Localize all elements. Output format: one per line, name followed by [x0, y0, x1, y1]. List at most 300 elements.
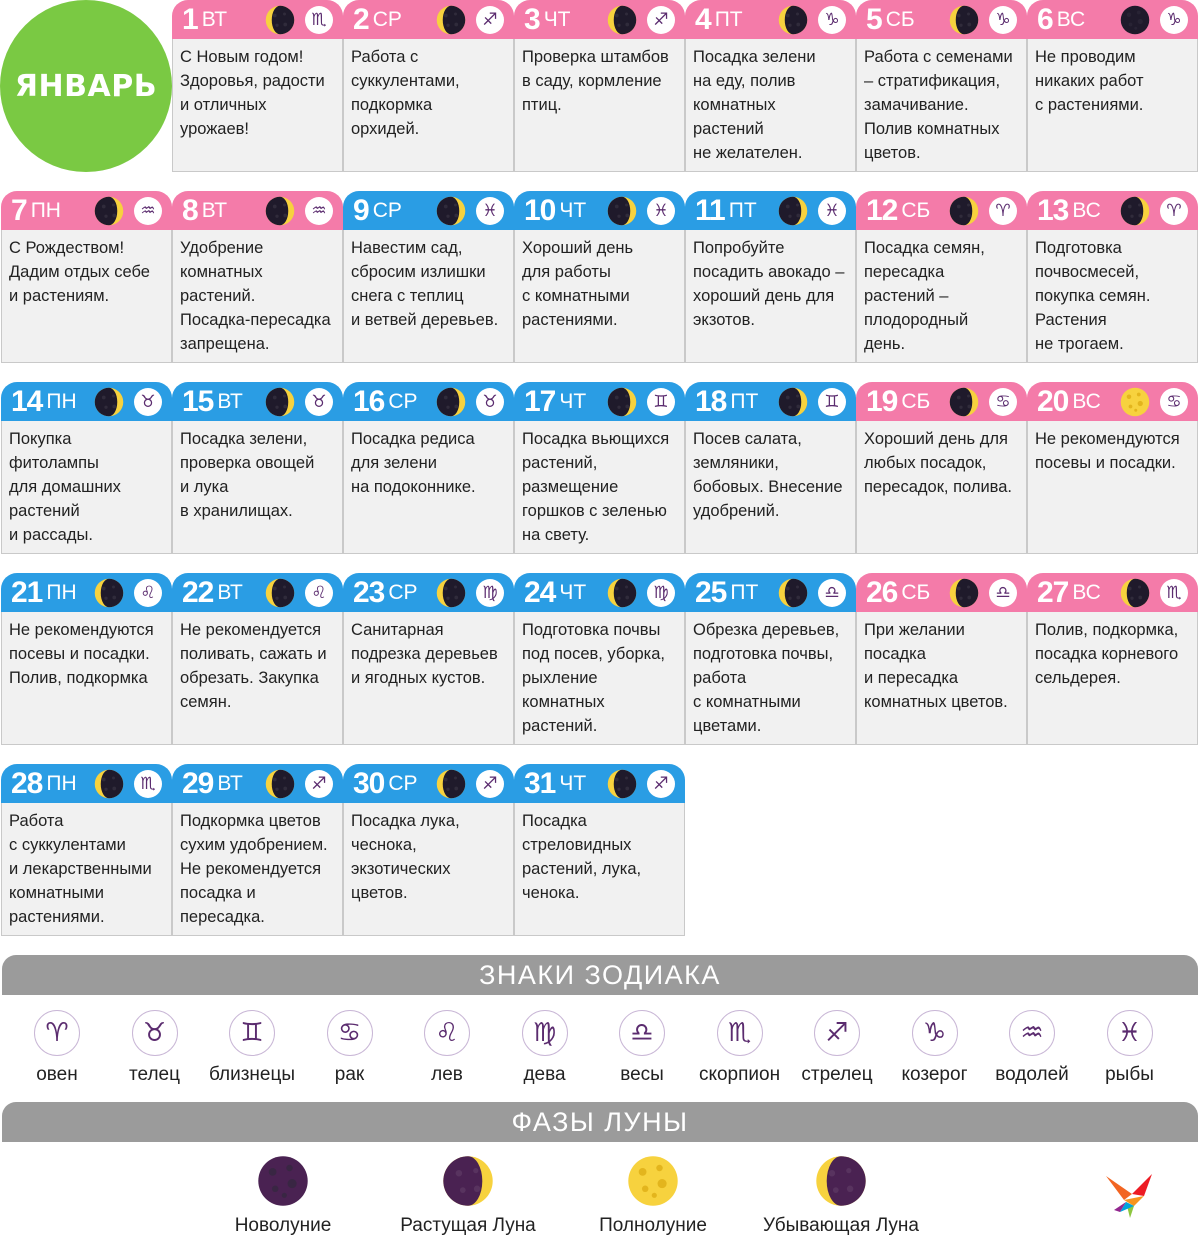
- moon-waning-icon: [778, 5, 808, 35]
- cancer-zodiac-icon: ♋︎: [1166, 391, 1182, 412]
- day-card-body: [172, 230, 343, 363]
- day-card-body: [1, 803, 172, 936]
- day-number: 21: [11, 575, 43, 609]
- day-advice-text: Обрезка деревьев, подготовка почвы, работа с комнатными цветами.: [693, 621, 840, 735]
- cancer-zodiac-icon: ♋︎: [337, 1018, 362, 1048]
- moon-legend-item: [368, 1155, 568, 1237]
- weekday-label: СР: [388, 390, 418, 413]
- day-card-header: [514, 382, 685, 421]
- day-card-header: [685, 382, 856, 421]
- day-card-body: [856, 39, 1027, 172]
- moon-waxing-icon: [436, 387, 466, 417]
- day-card: [514, 0, 685, 172]
- moon-waxing-icon: [778, 196, 808, 226]
- day-card-header: [172, 764, 343, 803]
- day-card: [343, 191, 514, 363]
- moon-new-icon: [1120, 5, 1150, 35]
- moon-legend-label: Растущая Луна: [400, 1215, 536, 1236]
- day-card: [685, 573, 856, 745]
- day-card-header: [172, 0, 343, 39]
- weekday-label: ПН: [46, 390, 77, 413]
- day-card-header: [1027, 382, 1198, 421]
- gemini-zodiac-icon: ♊︎: [824, 391, 840, 412]
- zodiac-legend-item: [7, 1010, 107, 1086]
- day-advice-text: Не проводим никаких работ с растениями.: [1035, 48, 1144, 114]
- zodiac-chip: [818, 388, 846, 416]
- day-card-body: [1027, 421, 1198, 554]
- day-number: 27: [1037, 575, 1069, 609]
- moon-waning-icon: [265, 5, 295, 35]
- day-card: [856, 191, 1027, 363]
- day-number: 18: [695, 384, 727, 418]
- day-card-header: [514, 764, 685, 803]
- day-card-body: [172, 421, 343, 554]
- zodiac-legend-label: весы: [620, 1064, 664, 1085]
- day-advice-text: Хороший день для любых посадок, пересадок, полива.: [864, 430, 1013, 496]
- day-card: [1, 191, 172, 363]
- taurus-zodiac-icon: ♉︎: [311, 391, 327, 412]
- zodiac-chip: [134, 579, 162, 607]
- pisces-zodiac-icon: ♓︎: [824, 200, 840, 221]
- weekday-label: ВТ: [217, 390, 243, 413]
- day-number: 30: [353, 766, 385, 800]
- zodiac-legend-label: скорпион: [698, 1064, 781, 1085]
- day-number: 8: [182, 193, 198, 227]
- day-card-body: [514, 421, 685, 554]
- day-card-header: [1027, 191, 1198, 230]
- day-number: 15: [182, 384, 214, 418]
- weekday-label: ВС: [1072, 581, 1101, 604]
- day-card-header: [1, 191, 172, 230]
- day-card: [1, 764, 172, 936]
- moon-waning-icon: [778, 578, 808, 608]
- aries-zodiac-icon: ♈︎: [995, 200, 1011, 221]
- sagittarius-zodiac-icon: ♐︎: [482, 9, 498, 30]
- weekday-label: ПТ: [728, 199, 757, 222]
- day-card: [1027, 573, 1198, 745]
- moon-waxing-icon: [1120, 196, 1150, 226]
- day-card: [343, 382, 514, 554]
- day-card-header: [685, 0, 856, 39]
- leo-zodiac-icon: ♌︎: [435, 1018, 459, 1048]
- pisces-zodiac-icon: ♓︎: [1117, 1018, 1142, 1048]
- bird-logo-icon: [1104, 1172, 1154, 1220]
- day-card-body: [343, 803, 514, 936]
- day-advice-text: Покупка фитолампы для домашних растений и рассады.: [9, 430, 121, 544]
- day-advice-text: Не рекомендуется поливать, сажать и обрезать. Закупка семян.: [180, 621, 327, 711]
- taurus-zodiac-icon: ♉︎: [142, 1018, 167, 1048]
- day-card-header: [1027, 573, 1198, 612]
- day-card-header: [856, 382, 1027, 421]
- day-number: 3: [524, 2, 540, 36]
- day-card: [856, 573, 1027, 745]
- zodiac-chip: [305, 197, 333, 225]
- moon-legend-label: Полнолуние: [599, 1215, 707, 1236]
- day-card: [514, 382, 685, 554]
- day-advice-text: Посадка зелени на еду, полив комнатных растений не желателен.: [693, 48, 816, 162]
- day-card-header: [856, 0, 1027, 39]
- moon-waning-icon: [436, 769, 466, 799]
- zodiac-chip: [818, 6, 846, 34]
- day-card-body: [343, 612, 514, 745]
- weekday-label: ПН: [46, 772, 77, 795]
- day-number: 26: [866, 575, 898, 609]
- moon-legend-label: Убывающая Луна: [763, 1215, 919, 1236]
- day-advice-text: Подготовка почвы под посев, уборка, рыхление комнатных растений.: [522, 621, 666, 735]
- zodiac-chip: [1160, 579, 1188, 607]
- zodiac-chip: [989, 388, 1017, 416]
- day-advice-text: Удобрение комнатных растений. Посадка-пересадка запрещена.: [180, 239, 331, 353]
- weekday-label: ВТ: [201, 199, 228, 222]
- weekday-label: СР: [388, 581, 418, 604]
- day-card-header: [685, 191, 856, 230]
- zodiac-chip: [1160, 197, 1188, 225]
- day-number: 6: [1037, 2, 1053, 36]
- zodiac-chip: [305, 388, 333, 416]
- day-advice-text: Работа с суккулентами, подкормка орхидей.: [351, 48, 460, 138]
- aquarius-zodiac-icon: ♒︎: [311, 200, 327, 221]
- day-number: 9: [353, 193, 369, 227]
- day-card-body: [685, 421, 856, 554]
- weekday-label: СБ: [901, 199, 931, 222]
- zodiac-legend-label: козерог: [901, 1064, 968, 1085]
- gemini-zodiac-icon: ♊︎: [240, 1018, 264, 1048]
- month-badge: ЯНВАРЬ: [0, 0, 172, 172]
- zodiac-chip: [989, 579, 1017, 607]
- moon-waning-icon: [265, 769, 295, 799]
- zodiac-legend-label: рак: [334, 1064, 365, 1085]
- day-card-body: [514, 39, 685, 172]
- zodiac-legend-label: лев: [431, 1064, 463, 1085]
- weekday-label: СБ: [885, 8, 915, 31]
- sagittarius-zodiac-icon: ♐︎: [653, 9, 669, 30]
- day-number: 24: [524, 575, 556, 609]
- zodiac-chip: [647, 6, 675, 34]
- virgo-zodiac-icon: ♍︎: [482, 582, 498, 603]
- sagittarius-zodiac-icon: ♐︎: [653, 773, 669, 794]
- day-number: 16: [353, 384, 385, 418]
- moon-legend-label: Новолуние: [234, 1215, 332, 1236]
- weekday-label: ПТ: [714, 8, 743, 31]
- day-card-header: [172, 573, 343, 612]
- weekday-label: СБ: [901, 581, 931, 604]
- day-card: [172, 191, 343, 363]
- moon-waxing-icon: [436, 196, 466, 226]
- day-advice-text: Посадка зелени, проверка овощей и лука в хранилищах.: [180, 430, 315, 520]
- moon-waning-icon: [949, 5, 979, 35]
- zodiac-legend-label: овен: [36, 1064, 78, 1085]
- day-card: [172, 382, 343, 554]
- day-card: [1027, 382, 1198, 554]
- aries-zodiac-icon: ♈︎: [45, 1018, 69, 1048]
- virgo-zodiac-icon: ♍︎: [653, 582, 669, 603]
- day-card: [343, 764, 514, 936]
- zodiac-chip: [305, 770, 333, 798]
- day-advice-text: Посадка редиса для зелени на подоконнике.: [351, 430, 476, 496]
- moon-waning-icon: [1120, 578, 1150, 608]
- weekday-label: СР: [372, 8, 402, 31]
- day-card-body: [172, 39, 343, 172]
- virgo-zodiac-icon: ♍︎: [532, 1018, 557, 1048]
- day-advice-text: Посадка семян, пересадка растений – плодородный день.: [864, 239, 985, 353]
- day-advice-text: Проверка штамбов в саду, кормление птиц.: [522, 48, 669, 114]
- day-advice-text: Работа с суккулентами и лекарственными комнатными растениями.: [9, 812, 152, 926]
- day-advice-text: Посадка вьющихся растений, размещение горшков с зеленью на свету.: [522, 430, 670, 544]
- zodiac-legend-item: [982, 1010, 1082, 1086]
- day-card-body: [1, 612, 172, 745]
- day-number: 10: [524, 193, 556, 227]
- day-card: [856, 0, 1027, 172]
- zodiac-chip: [134, 197, 162, 225]
- zodiac-chip: [476, 6, 504, 34]
- weekday-label: СБ: [901, 390, 931, 413]
- weekday-label: ЧТ: [559, 390, 587, 413]
- day-card-body: [1027, 230, 1198, 363]
- day-card-body: [685, 612, 856, 745]
- zodiac-chip: [647, 388, 675, 416]
- moon-waning-icon: [436, 5, 466, 35]
- day-card-header: [343, 191, 514, 230]
- day-advice-text: Не рекомендуются посевы и посадки.: [1035, 430, 1180, 472]
- day-card: [685, 191, 856, 363]
- weekday-label: ВС: [1072, 390, 1101, 413]
- aries-zodiac-icon: ♈︎: [1166, 200, 1182, 221]
- zodiac-chip: [989, 6, 1017, 34]
- libra-zodiac-icon: ♎︎: [824, 582, 840, 603]
- day-number: 17: [524, 384, 556, 418]
- day-card-body: [514, 612, 685, 745]
- moon-waxing-icon: [607, 196, 637, 226]
- weekday-label: СР: [372, 199, 402, 222]
- moon-new-icon: [257, 1155, 309, 1207]
- day-card-header: [856, 573, 1027, 612]
- day-card-header: [1027, 0, 1198, 39]
- zodiac-chip: [818, 197, 846, 225]
- sagittarius-zodiac-icon: ♐︎: [482, 773, 498, 794]
- day-card: [685, 0, 856, 172]
- day-number: 31: [524, 766, 556, 800]
- day-card: [1027, 0, 1198, 172]
- pisces-zodiac-icon: ♓︎: [482, 200, 498, 221]
- day-advice-text: Навестим сад, сбросим излишки снега с теплиц и ветвей деревьев.: [351, 239, 499, 329]
- zodiac-chip: [989, 197, 1017, 225]
- day-card-body: [685, 39, 856, 172]
- aquarius-zodiac-icon: ♒︎: [1020, 1018, 1044, 1048]
- taurus-zodiac-icon: ♉︎: [482, 391, 498, 412]
- moon-waning-icon: [265, 578, 295, 608]
- day-number: 1: [182, 2, 198, 36]
- scorpio-zodiac-icon: ♏︎: [311, 9, 327, 30]
- moon-waxing-icon: [949, 196, 979, 226]
- day-card-header: [343, 764, 514, 803]
- day-card-body: [343, 39, 514, 172]
- day-card-body: [343, 421, 514, 554]
- day-number: 23: [353, 575, 385, 609]
- day-advice-text: Посев салата, земляники, бобовых. Внесение удобрений.: [693, 430, 843, 520]
- day-number: 14: [11, 384, 43, 418]
- day-advice-text: Попробуйте посадить авокадо – хороший день для экзотов.: [693, 239, 845, 329]
- day-card: [1, 573, 172, 745]
- moon-full-icon: [1120, 387, 1150, 417]
- zodiac-chip: [818, 579, 846, 607]
- day-advice-text: С Новым годом! Здоровья, радости и отличных урожаев!: [180, 48, 325, 138]
- moon-waxing-icon: [442, 1155, 494, 1207]
- day-number: 28: [11, 766, 43, 800]
- day-advice-text: Подкормка цветов сухим удобрением. Не рекомендуется посадка и пересадка.: [180, 812, 328, 926]
- day-advice-text: Санитарная подрезка деревьев и ягодных кустов.: [351, 621, 498, 687]
- zodiac-legend-label: водолей: [995, 1064, 1069, 1085]
- zodiac-legend-label: телец: [129, 1064, 180, 1085]
- weekday-label: ВТ: [201, 8, 228, 31]
- day-advice-text: При желании посадка и пересадка комнатных цветов.: [864, 621, 1008, 711]
- day-number: 5: [866, 2, 882, 36]
- day-number: 13: [1037, 193, 1069, 227]
- capricorn-zodiac-icon: ♑︎: [995, 9, 1011, 30]
- moon-waning-icon: [607, 5, 637, 35]
- moon-waxing-icon: [949, 387, 979, 417]
- zodiac-legend-label: рыбы: [1105, 1064, 1154, 1085]
- weekday-label: ВТ: [217, 772, 243, 795]
- day-card: [685, 382, 856, 554]
- day-number: 29: [182, 766, 214, 800]
- zodiac-chip: [1160, 6, 1188, 34]
- scorpio-zodiac-icon: ♏︎: [140, 773, 156, 794]
- day-number: 20: [1037, 384, 1069, 418]
- zodiac-chip: [1160, 388, 1188, 416]
- day-number: 12: [866, 193, 898, 227]
- zodiac-legend-title: ЗНАКИ ЗОДИАКА: [2, 955, 1198, 995]
- libra-zodiac-icon: ♎︎: [995, 582, 1011, 603]
- day-number: 11: [695, 193, 725, 227]
- day-card-body: [343, 230, 514, 363]
- zodiac-chip: [305, 579, 333, 607]
- day-advice-text: Работа с семенами – стратификация, замачивание. Полив комнатных цветов.: [864, 48, 1013, 162]
- aquarius-zodiac-icon: ♒︎: [140, 200, 156, 221]
- zodiac-legend-item: [787, 1010, 887, 1086]
- zodiac-legend-item: [300, 1010, 400, 1086]
- moon-waxing-icon: [778, 387, 808, 417]
- libra-zodiac-icon: ♎︎: [630, 1018, 654, 1048]
- day-card-body: [685, 230, 856, 363]
- day-number: 22: [182, 575, 214, 609]
- moon-waxing-icon: [265, 387, 295, 417]
- day-card-body: [856, 421, 1027, 554]
- day-number: 19: [866, 384, 898, 418]
- zodiac-legend-item: [592, 1010, 692, 1086]
- day-advice-text: С Рождеством! Дадим отдых себе и растениям.: [9, 239, 150, 305]
- scorpio-zodiac-icon: ♏︎: [1166, 582, 1182, 603]
- zodiac-legend-item: [397, 1010, 497, 1086]
- day-card: [856, 382, 1027, 554]
- day-card-header: [685, 573, 856, 612]
- sagittarius-zodiac-icon: ♐︎: [311, 773, 327, 794]
- day-card-header: [172, 191, 343, 230]
- day-card-header: [1, 382, 172, 421]
- leo-zodiac-icon: ♌︎: [311, 582, 327, 603]
- moon-waxing-icon: [94, 196, 124, 226]
- day-card: [172, 573, 343, 745]
- day-card: [514, 573, 685, 745]
- leo-zodiac-icon: ♌︎: [140, 582, 156, 603]
- moon-legend-title: ФАЗЫ ЛУНЫ: [2, 1102, 1198, 1142]
- zodiac-chip: [476, 388, 504, 416]
- moon-waning-icon: [436, 578, 466, 608]
- zodiac-legend-item: [105, 1010, 205, 1086]
- zodiac-chip: [476, 770, 504, 798]
- day-card-body: [172, 612, 343, 745]
- day-card-header: [514, 191, 685, 230]
- zodiac-legend-item: [885, 1010, 985, 1086]
- scorpio-zodiac-icon: ♏︎: [727, 1018, 752, 1048]
- day-number: 25: [695, 575, 727, 609]
- moon-waning-icon: [94, 769, 124, 799]
- day-card-header: [343, 382, 514, 421]
- moon-waxing-icon: [94, 387, 124, 417]
- moon-legend-item: [183, 1155, 383, 1237]
- moon-waning-icon: [607, 769, 637, 799]
- day-card-header: [514, 0, 685, 39]
- zodiac-legend-item: [202, 1010, 302, 1086]
- moon-waning-icon: [949, 578, 979, 608]
- day-advice-text: Подготовка почвосмесей, покупка семян. Растения не трогаем.: [1035, 239, 1151, 353]
- moon-waxing-icon: [265, 196, 295, 226]
- weekday-label: ЧТ: [559, 199, 587, 222]
- day-number: 2: [353, 2, 369, 36]
- day-card-body: [1, 230, 172, 363]
- day-card-header: [343, 0, 514, 39]
- day-card-header: [172, 382, 343, 421]
- day-advice-text: Посадка стреловидных растений, лука, ченока.: [522, 812, 642, 902]
- day-card: [343, 0, 514, 172]
- cancer-zodiac-icon: ♋︎: [995, 391, 1011, 412]
- zodiac-legend-label: дева: [523, 1064, 566, 1085]
- taurus-zodiac-icon: ♉︎: [140, 391, 156, 412]
- day-card: [1027, 191, 1198, 363]
- zodiac-chip: [647, 770, 675, 798]
- day-card-body: [1, 421, 172, 554]
- zodiac-chip: [134, 388, 162, 416]
- zodiac-chip: [476, 197, 504, 225]
- weekday-label: ПН: [46, 581, 77, 604]
- weekday-label: ЧТ: [559, 581, 587, 604]
- zodiac-legend-item: [1080, 1010, 1180, 1086]
- day-number: 4: [695, 2, 711, 36]
- sagittarius-zodiac-icon: ♐︎: [825, 1018, 849, 1048]
- moon-legend-item: [741, 1155, 941, 1237]
- weekday-label: ВС: [1056, 8, 1086, 31]
- weekday-label: ЧТ: [559, 772, 587, 795]
- zodiac-legend-label: стрелец: [801, 1064, 873, 1085]
- day-card: [1, 382, 172, 554]
- moon-full-icon: [627, 1155, 679, 1207]
- zodiac-legend-item: [495, 1010, 595, 1086]
- zodiac-legend-label: близнецы: [208, 1064, 296, 1085]
- day-advice-text: Полив, подкормка, посадка корневого сельдерея.: [1035, 621, 1179, 687]
- day-advice-text: Посадка лука, чеснока, экзотических цветов.: [351, 812, 460, 902]
- day-advice-text: Не рекомендуются посевы и посадки. Полив, подкормка: [9, 621, 154, 687]
- pisces-zodiac-icon: ♓︎: [653, 200, 669, 221]
- weekday-label: ВС: [1072, 199, 1101, 222]
- day-card: [514, 191, 685, 363]
- day-card: [172, 0, 343, 172]
- moon-waning-icon: [815, 1155, 867, 1207]
- weekday-label: ПТ: [730, 581, 759, 604]
- zodiac-chip: [305, 6, 333, 34]
- moon-waning-icon: [94, 578, 124, 608]
- weekday-label: ВТ: [217, 581, 243, 604]
- zodiac-chip: [647, 197, 675, 225]
- moon-waxing-icon: [607, 387, 637, 417]
